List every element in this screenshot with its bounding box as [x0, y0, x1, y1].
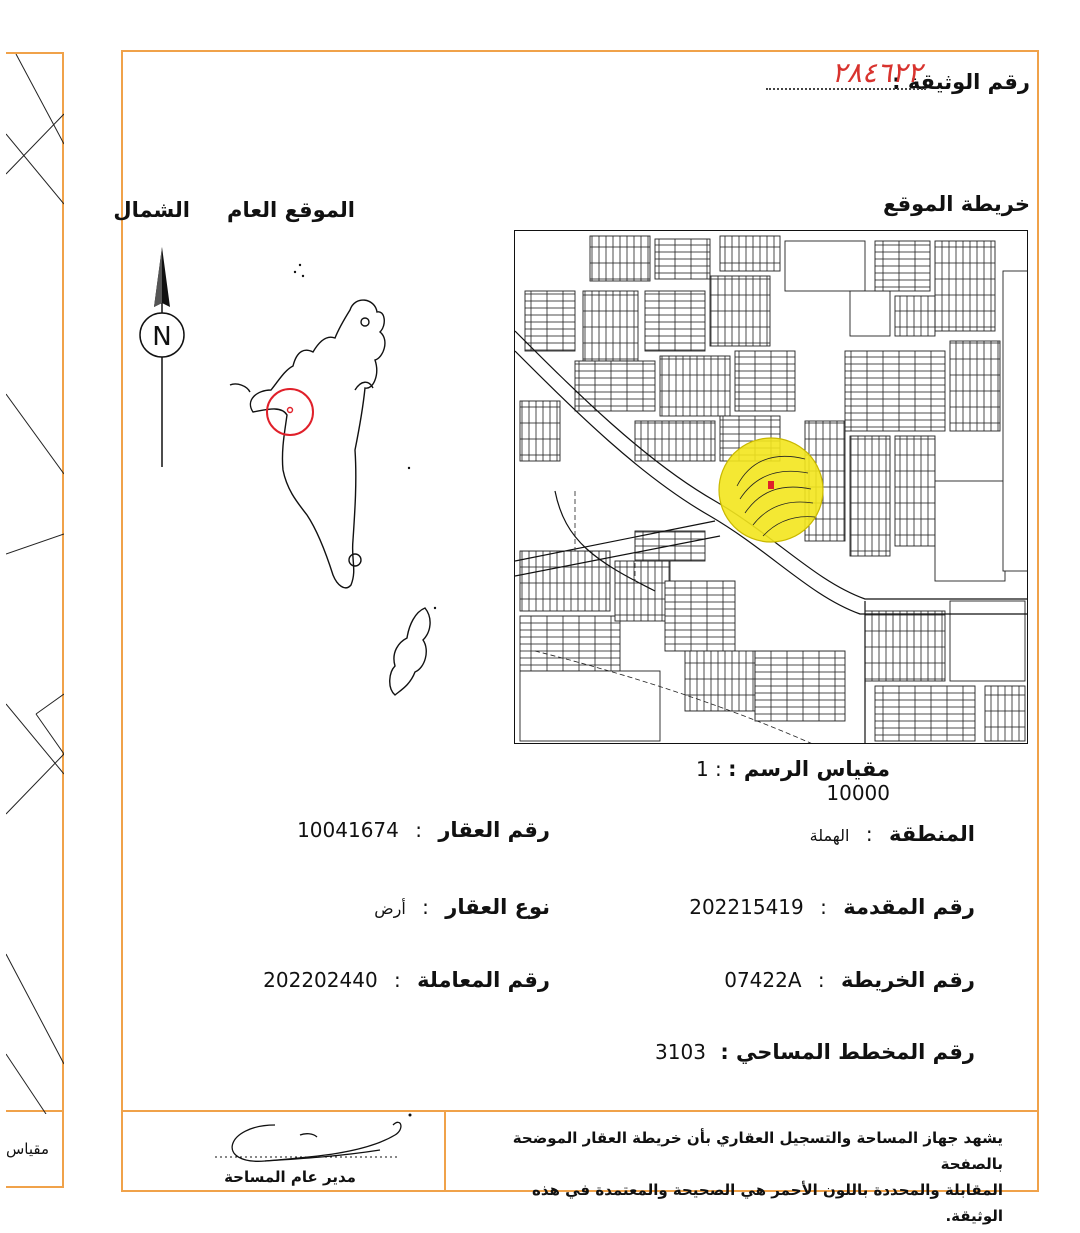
overview-map: [205, 240, 445, 710]
certification-line-2: المقابلة والمحددة باللون الأحمر هي الصحيحة والمعتمدة في هذه الوثيقة.: [531, 1181, 1003, 1225]
property-parcel-marker: [768, 481, 774, 489]
director-title: مدير عام المساحة: [224, 1168, 356, 1186]
location-map: [514, 230, 1028, 744]
application-number-value: 202215419: [689, 895, 804, 919]
adjacent-page-fragment: مقياس: [6, 1140, 50, 1158]
survey-plan-label: رقم المخطط المساحي :: [720, 1040, 975, 1064]
scale-value: 1 : 10000: [695, 757, 890, 805]
property-type-label: نوع العقار: [445, 895, 550, 919]
map-number-label: رقم الخريطة: [841, 968, 975, 992]
location-map-drawing: [515, 231, 1028, 744]
property-highlight-circle: [719, 438, 823, 542]
application-number-field: رقم المقدمة : 202215419: [689, 895, 975, 919]
footer-divider: [444, 1110, 446, 1192]
survey-plan-field: [655, 1040, 975, 1064]
scale-label: مقياس الرسم :: [728, 757, 890, 781]
property-type-value: أرض: [374, 899, 406, 918]
map-number-field: رقم الخريطة : 07422A: [724, 968, 975, 992]
survey-plan-value: 3103: [655, 1040, 706, 1064]
scale-row: [650, 757, 890, 805]
general-location-title: الموقع العام: [227, 198, 355, 222]
north-title: الشمال: [113, 198, 190, 222]
north-arrow-icon: [134, 245, 190, 470]
application-number-label: رقم المقدمة: [843, 895, 975, 919]
certification-line-1: يشهد جهاز المساحة والتسجيل العقاري بأن خريطة العقار الموضحة بالصفحة: [512, 1129, 1003, 1173]
area-value: الهملة: [809, 826, 850, 845]
adjacent-page-frame: [6, 52, 64, 1112]
document-number-value: ٢٨٤٦٢٢: [831, 56, 922, 89]
transaction-number-field: رقم المعاملة : 202202440: [263, 968, 550, 992]
map-number-value: 07422A: [724, 968, 802, 992]
certification-text: [475, 1125, 1003, 1229]
property-number-value: 10041674: [297, 818, 399, 842]
area-label: المنطقة: [888, 822, 975, 846]
property-number-field: رقم العقار : 10041674: [297, 818, 550, 842]
property-number-label: رقم العقار: [438, 818, 550, 842]
transaction-number-label: رقم المعاملة: [417, 968, 550, 992]
adjacent-page-lines: [6, 54, 64, 1114]
director-signature: [205, 1095, 425, 1175]
location-map-title: خريطة الموقع: [882, 192, 1030, 216]
transaction-number-value: 202202440: [263, 968, 378, 992]
document-number-label: رقم الوثيقة :: [892, 70, 1030, 94]
area-field: المنطقة : الهملة: [809, 822, 975, 846]
north-letter: N: [152, 322, 172, 352]
property-type-field: نوع العقار : أرض: [374, 895, 550, 919]
